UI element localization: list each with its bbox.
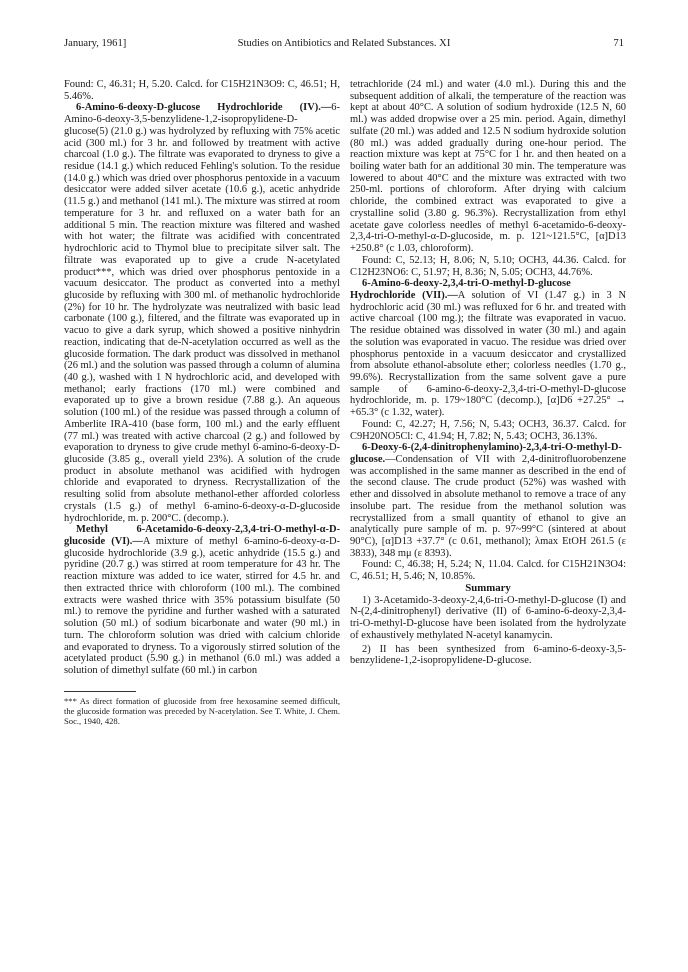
paragraph: 6-Amino-6-deoxy-2,3,4-tri-O-methyl-D-glucose Hydrochloride (VII).—A solution of VI (1.47 g.) in 3 N hydrochloric acid (30 ml.) was refluxed for 6 hr. and treated with active charcoal (100 mg.); the filtrate was evaporated in vacuo. The residue obtained was dissolved in water (30 ml.) and again the solution was evaporated in vacuo. The residue was dried over phosphorus pentoxide in a vacuum desiccator and crystallized from absolute ethanol-absolute ether; colorless needles (1.70 g., 99.6%). Recrystallization from the same solvent gave a pure sample of 6-amino-6-deoxy-2,3,4-tri-O-methyl-D-glucose hydrochloride, m. p. 179~180°C (decomp.), [α]D6 +27.25° → +65.3° (c 1.32, water). [350,278,626,419]
paragraph: 6-Deoxy-6-(2,4-dinitrophenylamino)-2,3,4-tri-O-methyl-D-glucose.—Condensation of VII with 2,4-dinitrofluorobenzene was accomplished in the same manner as described in the end of the second clause. The crude product (52%) was washed with ether and dissolved in absolute methanol to remove a trace of any insolube part. The residue from the methanol solution was recrystallized from a small quantity of ethanol to give an analytically pure sample of m. p. 97~99°C (sintered at about 90°C), [α]D13 +37.7° (c 0.61, methanol); λmax EtOH 261.5 (ε 3833), 348 mμ (ε 8393). [350,442,626,559]
section-heading: Methyl 6-Acetamido-6-deoxy-2,3,4-tri-O-methyl-α-D-glucoside (VI).— [64,524,340,548]
journal-date: January, 1961] [64,38,127,49]
page-number: 71 [613,38,624,49]
footnote: *** As direct formation of glucoside from free hexosamine seemed difficult, the glucoside formation was preceded by N-acetylation. See T. White, J. Chem. Soc., 1940, 428. [64,695,340,727]
paragraph: Found: C, 46.31; H, 5.20. Calcd. for C15H21N3O9: C, 46.51; H, 5.46%. [64,79,340,102]
section-heading: 6-Deoxy-6-(2,4-dinitrophenylamino)-2,3,4-tri-O-methyl-D-glucose. [350,442,622,465]
summary-heading: Summary [465,581,511,594]
paragraph: Found: C, 52.13; H, 8.06; N, 5.10; OCH3, 44.36. Calcd. for C12H23NO6: C, 51.97; H, 8.36; N, 5.05; OCH3, 44.76%. [350,254,626,278]
paragraph: Methyl 6-Acetamido-6-deoxy-2,3,4-tri-O-methyl-α-D-glucoside (VI).—A mixture of methyl 6-amino-6-deoxy-α-D-glucoside hydrochloride (3.9 g.), acetic anhydride (15.5 g.) and pyridine (20.7 g.) was stirred at room temperature for 43 hr. The reaction mixture was added to ice water, stirred for 4.5 hr. and then extracted thrice with chloroform (100 ml.). The combined extracts were washed thrice with 35% potassium bisulfate (50 ml.) to remove the pyridine and further washed with a saturated solution (50 ml.) of sodium bicarbonate and water (90 ml.) in turn. The chloroform solution was dried with calcium chloride and evaporated to dryness. To a vigorously stirred solution of the acetylated product (5.90 g.) in methanol (6.0 ml.) was added a solution of dimethyl sulfate (60 ml.) in carbon [64,524,340,676]
summary-item: 2) II has been synthesized from 6-amino-6-deoxy-3,5-benzylidene-1,2-isopropylidene-D-glucose. [350,643,626,667]
running-header [64,38,624,54]
section-heading: 6-Amino-6-deoxy-2,3,4-tri-O-methyl-D-glucose Hydrochloride (VII).— [350,278,571,301]
running-title: Studies on Antibiotics and Related Substances. XI [237,38,451,49]
footnote-rule [64,691,136,692]
paragraph: 6-Amino-6-deoxy-D-glucose Hydrochloride (IV).—6-Amino-6-deoxy-3,5-benzylidene-1,2-isopropylidene-D-glucose(5) (21.0 g.) was hydrolyzed by refluxing with 75% acetic acid (300 ml.) for 3 hr. and followed by treatment with active charcoal (1.0 g.). The filtrate was evaporated to dryness to give a residue (14.1 g.) which reduced Fehling's solution. To the residue (14.0 g.) which was dried over phosphorus pentoxide in a vacuum desiccator were added silver acetate (10.6 g.), acetic anhydride (11.5 g.) and methanol (141 ml.). The mixture was stirred at room temperature for 3 hr. and refluxed on a water bath for an additional 5 min. The reaction mixture was filtered and washed with hot water; the filtrate was acidified with concentrated hydrochloric acid to Thymol blue to precipitate silver salt. The filtrate was evaporated up to give a crude N-acetylated product***, which was dried over phosphorus pentoxide in a vacuum desiccator. The product as converted into a methyl glucoside by refluxing with 300 ml. of methanolic hydrochloride (2%) for 10 hr. The hydrolyzate was neutralized with basic lead carbonate (100 g.), filtered, and the filtrate was evaporated up in vacuo to give a dark syrup, which showed a positive ninhydrin reaction, indicating that de-N-acetylation occurred as well as the glucoside formation. The dark product was dissolved in methanol (26 ml.) and the solution was passed through a column of alumina (40 g.), washed with 1 N hydrochloric acid, and developed with methanol; early fractions (170 ml.) were combined and evaporated up to give a brown residue (7.88 g.). An aqueous solution (100 ml.) of the residue was passed through a column of Amberlite IRA-410 (base form, 100 ml.) and the early effluent (77 ml.) was treated with active charcoal (2 g.) and followed by evaporation to dryness to give crude methyl 6-amino-6-deoxy-D-glucoside (3.85 g., overall yield 23%). A solution of the crude product in absolute methanol was acidified with hydrogen chloride and evaporated to dryness. Recrystallization of the resulting solid from absolute methanol-ether afforded colorless crystals (1.5 g.) of methyl 6-amino-6-deoxy-α-D-glucoside hydrochloride, m. p. 200°C. (decomp.). [64,102,340,524]
paragraph: Found: C, 46.38; H, 5.24; N, 11.04. Calcd. for C15H21N3O4: C, 46.51; H, 5.46; N, 10.85%. [350,559,626,583]
paragraph: Found: C, 42.27; H, 7.56; N, 5.43; OCH3, 36.37. Calcd. for C9H20NO5Cl: C, 41.94; H, 7.82; N, 5.43; OCH3, 36.13%. [350,418,626,442]
right-column [350,79,626,669]
section-heading: 6-Amino-6-deoxy-D-glucose Hydrochloride (IV).— [76,102,332,114]
summary-list [350,595,626,667]
summary-item: 1) 3-Acetamido-3-deoxy-2,4,6-tri-O-methyl-D-glucose (I) and N-(2,4-dinitrophenyl) derivative (II) of 6-amino-6-deoxy-2,3,4-tri-O-methyl-D-glucose have been isolated from the hydrolyzate of exhaustively methylated N-acetyl kanamycin. [350,594,626,641]
paragraph: tetrachloride (24 ml.) and water (4.0 ml.). During this and the subsequent addition of alkali, the temperature of the reaction was kept at about 40°C. A solution of sodium hydroxide (12.5 N, 60 ml.) was added dropwise over a 25 min. period. Again, dimethyl sulfate (20 ml.) was added and 12.5 N sodium hydroxide solution (80 ml.) was added gradually during one-hour period. The reaction mixture was kept at 75°C for 1 hr. and then heated on a boiling water bath for an additional 30 min. The temperature was lowered to about 40°C and the mixture was extracted with two 250-ml. portions of chloroform. After drying with calcium chloride, the combined extract was evaporated to give a crystalline solid (3.80 g. 96.3%). Recrystallization from ethyl acetate gave colorless needles of methyl 6-acetamido-6-deoxy-2,3,4-tri-O-methyl-α-D-glucoside, m. p. 121~121.5°C, [α]D13 +250.8° (c 1.03, chloroform). [350,79,626,255]
left-column [64,79,340,726]
